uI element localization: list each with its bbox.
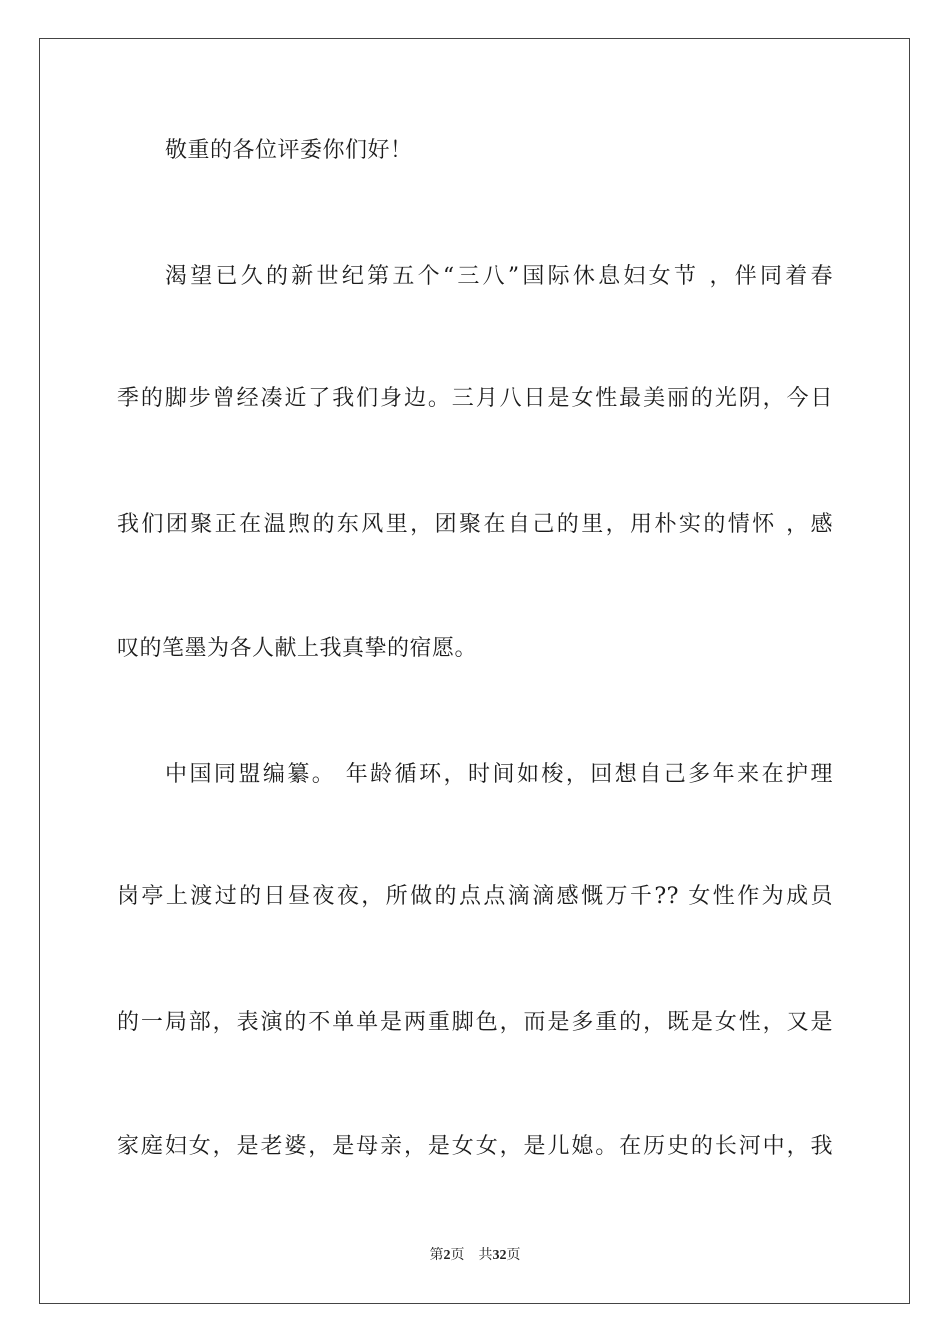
page-footer [0, 1246, 950, 1266]
total-prefix: 共 [478, 1248, 493, 1263]
page-prefix: 第 [429, 1248, 444, 1263]
paragraph-line: 渴望已久的新世纪第五个“三八”国际休息妇女节 ，伴同着春 [165, 264, 833, 289]
paragraph-line: 中国同盟编纂。 年龄循环，时间如梭，回想自己多年来在护理 [165, 762, 833, 787]
page-suffix: 页 [450, 1248, 465, 1263]
greeting-line: 敬重的各位评委你们好！ [165, 138, 413, 163]
paragraph-line: 我们团聚正在温煦的东风里，团聚在自己的里，用朴实的情怀 ，感 [117, 512, 833, 537]
page-total: 32 [492, 1248, 507, 1263]
paragraph-line: 家庭妇女，是老婆，是母亲，是女女，是儿媳。在历史的长河中，我 [117, 1134, 833, 1159]
paragraph-line: 季的脚步曾经凑近了我们身边。三月八日是女性最美丽的光阴，今日 [117, 386, 833, 411]
total-suffix: 页 [506, 1248, 521, 1263]
page-current: 2 [443, 1248, 451, 1263]
paragraph-line: 岗亭上渡过的日昼夜夜，所做的点点滴滴感慨万千?? 女性作为成员 [117, 884, 833, 909]
paragraph-line: 的一局部，表演的不单单是两重脚色，而是多重的，既是女性，又是 [117, 1010, 833, 1035]
page-border [39, 38, 910, 1304]
paragraph-line: 叹的笔墨为各人献上我真挚的宿愿。 [117, 636, 478, 661]
